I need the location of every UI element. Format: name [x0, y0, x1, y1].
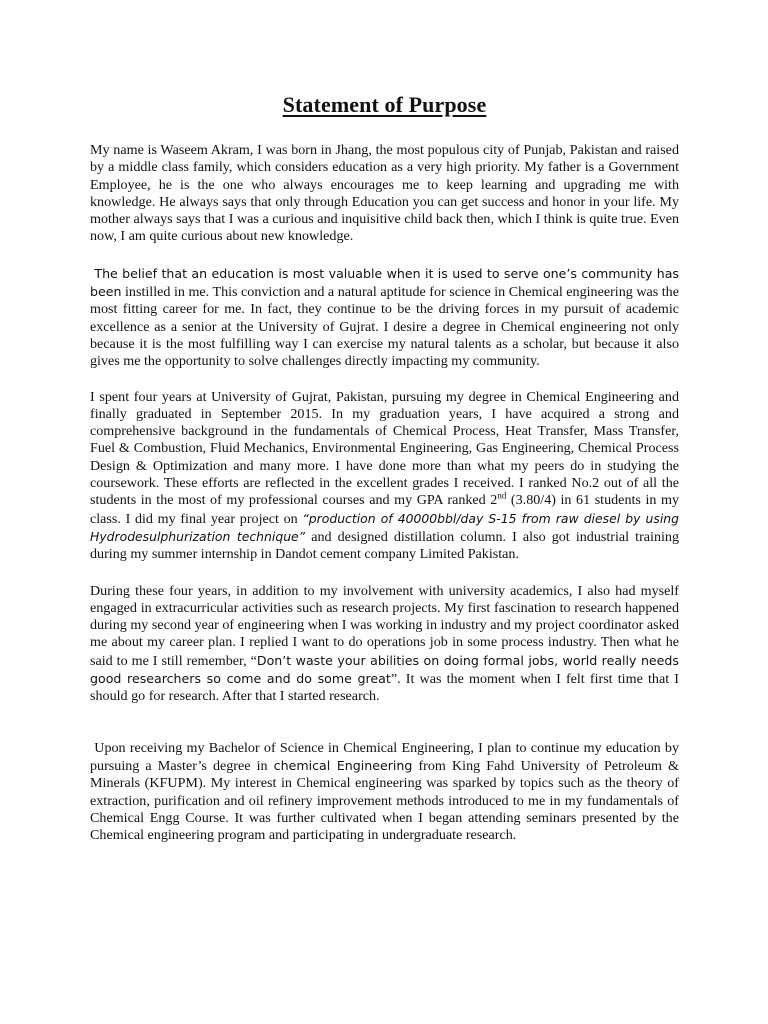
paragraph-text: from King Fahd University of Petroleum & Minerals (KFUPM). My interest in Chemical engineering was sparked by topics such as the theory of extraction, purification and oil refinery improvement methods introduced to me in my fundamentals of Chemical Engg Course. It was further cultivated when I began attending seminars presented by the Chemical engineering program and participating in undergraduate research. — [90, 757, 679, 844]
ordinal-suffix: nd — [497, 490, 507, 501]
project-title: “production of 40000bbl/day S-15 from raw diesel by using Hydrodesulphurization technique” — [90, 510, 679, 544]
paragraph-introduction — [90, 142, 679, 246]
paragraph-text: and designed distillation column. I also got industrial training during my summer internship in Dandot cement company Limited Pakistan. — [90, 528, 679, 563]
paragraph-alt-text: chemical Engineering — [273, 757, 413, 773]
paragraph-text: (3.80/4) in 61 students in my class. I did my final year project on — [90, 492, 679, 527]
document-page — [90, 92, 679, 861]
paragraph-belief — [90, 265, 679, 371]
paragraph-text: Upon receiving my Bachelor of Science in Chemical Engineering, I plan to continue my education by pursuing a Master’s degree in — [90, 739, 679, 774]
paragraph-text: During these four years, in addition to my involvement with university academics, I also had myself engaged in extracurricular activities such as research projects. My first fascination to research happened during my second year of engineering when I was working in industry and my project coordinator asked me about my career plan. I replied I want to do operations job in some process industry. Then what he said to me I still remember, “ — [90, 582, 679, 669]
paragraph-text: My name is Waseem Akram, I was born in Jhang, the most populous city of Punjab, Pakistan and raised by a middle class family, which considers education as a very high priority. My father is a Government Employee, he is the one who always encourages me to keep learning and upgrading me with knowledge. He always says that only through Education you can get success and honor in your life. My mother always says that I was a curious and inquisitive child back then, which I think is quite true. Even now, I am quite curious about new knowledge. — [90, 142, 679, 245]
quoted-advice: Don’t waste your abilities on doing formal jobs, world really needs good researchers so come and do some great — [90, 652, 679, 687]
paragraph-education — [90, 389, 679, 564]
paragraph-text: ”. It was the moment when I felt first time that I should go for research. After that I started research. — [90, 671, 679, 705]
paragraph-text: instilled in me. This conviction and a natural aptitude for science in Chemical engineering was the most fitting career for me. In fact, they continue to be the driving forces in my pursuit of academic excellence as a senior at the University of Gujrat. I desire a degree in Chemical engineering not only because it is the most fulfilling way I can exercise my natural talents as a scholar, but because it also gives me the opportunity to solve challenges directly impacting my community. — [90, 284, 679, 370]
paragraph-research — [90, 583, 679, 706]
paragraph-future-plans — [90, 740, 679, 845]
paragraph-text: I spent four years at University of Gujrat, Pakistan, pursuing my degree in Chemical Engineering and finally graduated in September 2015. In my graduation years, I have acquired a strong and comprehensive background in the fundamentals of Chemical Process, Heat Transfer, Mass Transfer, Fuel & Combustion, Fluid Mechanics, Environmental Engineering, Gas Engineering, Chemical Process Design & Optimization and many more. I have done more than what my peers do in studying the coursework. These efforts are reflected in the excellent grades I received. I ranked No.2 out of all the students in the most of my professional courses and my GPA ranked 2 — [90, 388, 679, 509]
page-title: Statement of Purpose — [282, 92, 487, 117]
paragraph-lead-text: The belief that an education is most valuable when it is used to serve one’s community has been — [90, 265, 679, 300]
